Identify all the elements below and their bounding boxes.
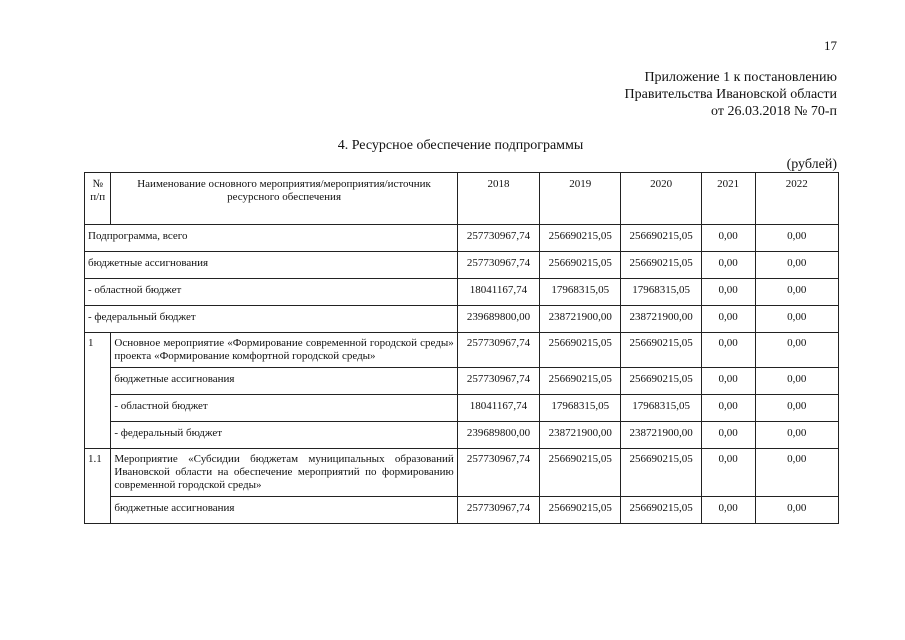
value-2019: 256690215,05	[540, 368, 621, 395]
header-num: № п/п	[85, 173, 111, 225]
value-2021: 0,00	[701, 252, 755, 279]
value-2019: 17968315,05	[540, 395, 621, 422]
value-2021: 0,00	[701, 279, 755, 306]
table-row	[85, 333, 839, 368]
value-2018: 18041167,74	[457, 279, 539, 306]
value-2021: 0,00	[701, 368, 755, 395]
value-2021: 0,00	[701, 395, 755, 422]
appendix-line-2: Правительства Ивановской области	[624, 87, 837, 102]
value-2022: 0,00	[755, 279, 838, 306]
table-row	[85, 449, 839, 497]
row-name: бюджетные ассигнования	[85, 252, 458, 279]
value-2022: 0,00	[755, 449, 838, 497]
appendix-header	[517, 69, 837, 120]
header-2020: 2020	[621, 173, 701, 225]
value-2021: 0,00	[701, 497, 755, 524]
value-2021: 0,00	[701, 449, 755, 497]
value-2018: 257730967,74	[457, 333, 539, 368]
unit-label: (рублей)	[786, 157, 837, 172]
value-2019: 238721900,00	[540, 422, 621, 449]
value-2022: 0,00	[755, 422, 838, 449]
row-name: - областной бюджет	[85, 279, 458, 306]
value-2022: 0,00	[755, 368, 838, 395]
value-2022: 0,00	[755, 395, 838, 422]
table-row	[85, 225, 839, 252]
value-2020: 238721900,00	[621, 306, 701, 333]
value-2018: 257730967,74	[457, 225, 539, 252]
appendix-line-1: Приложение 1 к постановлению	[644, 70, 837, 85]
value-2018: 257730967,74	[457, 368, 539, 395]
table-row	[85, 422, 839, 449]
value-2019: 256690215,05	[540, 333, 621, 368]
value-2022: 0,00	[755, 252, 838, 279]
header-name: Наименование основного мероприятия/мероприятия/источник ресурсного обеспечения	[111, 173, 457, 225]
value-2019: 238721900,00	[540, 306, 621, 333]
row-name: бюджетные ассигнования	[111, 368, 457, 395]
value-2020: 256690215,05	[621, 225, 701, 252]
resource-table	[84, 172, 839, 524]
table-row	[85, 252, 839, 279]
value-2020: 256690215,05	[621, 497, 701, 524]
row-name: бюджетные ассигнования	[111, 497, 457, 524]
section-title: 4. Ресурсное обеспечение подпрограммы	[337, 138, 584, 153]
value-2020: 256690215,05	[621, 252, 701, 279]
appendix-line-3: от 26.03.2018 № 70-п	[711, 104, 837, 119]
table-row	[85, 306, 839, 333]
row-number: 1	[85, 333, 111, 449]
value-2019: 256690215,05	[540, 225, 621, 252]
value-2018: 257730967,74	[457, 497, 539, 524]
value-2018: 257730967,74	[457, 252, 539, 279]
table-row	[85, 395, 839, 422]
value-2019: 17968315,05	[540, 279, 621, 306]
header-2018: 2018	[457, 173, 539, 225]
value-2021: 0,00	[701, 306, 755, 333]
value-2022: 0,00	[755, 497, 838, 524]
value-2020: 256690215,05	[621, 449, 701, 497]
table-row	[85, 368, 839, 395]
page-number: 17	[824, 38, 837, 53]
header-2019: 2019	[540, 173, 621, 225]
header-2022: 2022	[755, 173, 838, 225]
table-header-row	[85, 173, 839, 225]
value-2021: 0,00	[701, 422, 755, 449]
table-row	[85, 279, 839, 306]
row-name: - областной бюджет	[111, 395, 457, 422]
value-2018: 18041167,74	[457, 395, 539, 422]
value-2020: 17968315,05	[621, 279, 701, 306]
header-2021: 2021	[701, 173, 755, 225]
value-2019: 256690215,05	[540, 449, 621, 497]
value-2021: 0,00	[701, 225, 755, 252]
value-2021: 0,00	[701, 333, 755, 368]
row-name: Основное мероприятие «Формирование современной городской среды» проекта «Формирование комфортной городской среды»	[111, 333, 457, 368]
value-2020: 256690215,05	[621, 368, 701, 395]
row-name: - федеральный бюджет	[85, 306, 458, 333]
value-2020: 256690215,05	[621, 333, 701, 368]
value-2018: 239689800,00	[457, 422, 539, 449]
row-name: - федеральный бюджет	[111, 422, 457, 449]
table-row	[85, 497, 839, 524]
row-name: Мероприятие «Субсидии бюджетам муниципальных образований Ивановской области на обеспечение мероприятий по формированию современной городской среды»	[111, 449, 457, 497]
row-number: 1.1	[85, 449, 111, 524]
value-2022: 0,00	[755, 225, 838, 252]
value-2022: 0,00	[755, 333, 838, 368]
value-2020: 238721900,00	[621, 422, 701, 449]
value-2018: 239689800,00	[457, 306, 539, 333]
value-2018: 257730967,74	[457, 449, 539, 497]
value-2019: 256690215,05	[540, 252, 621, 279]
value-2022: 0,00	[755, 306, 838, 333]
row-name: Подпрограмма, всего	[85, 225, 458, 252]
value-2020: 17968315,05	[621, 395, 701, 422]
value-2019: 256690215,05	[540, 497, 621, 524]
